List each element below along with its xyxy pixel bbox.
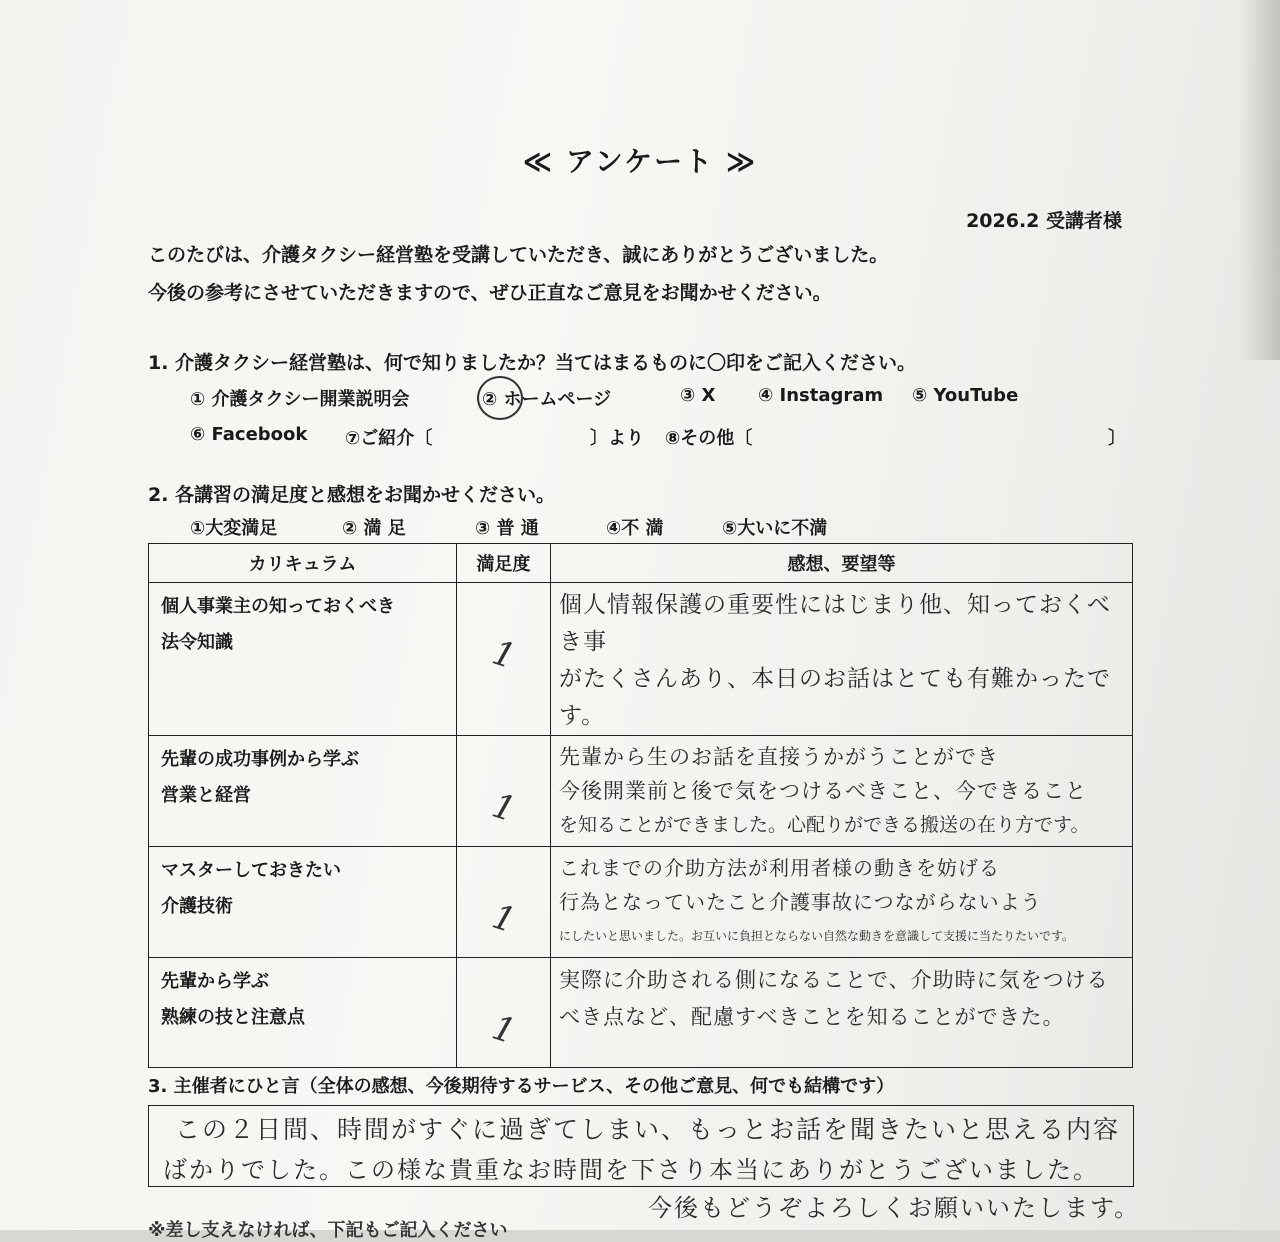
curriculum-line: 個人事業主の知っておくべき <box>161 596 395 617</box>
curriculum-cell <box>149 583 457 736</box>
table-row <box>149 736 1133 847</box>
option-6[interactable]: ⑥ Facebook <box>190 424 308 445</box>
option-1[interactable]: ① 介護タクシー開業説明会 <box>190 389 410 410</box>
footer-note: ※差し支えなければ、下記もご記入ください <box>148 1220 508 1241</box>
comment-line: 行為となっていたこと介護事故につながらないよう <box>559 890 1042 914</box>
comment-line: にしたいと思いました。お互いに負担とならない自然な動きを意識して支援に当たりたいです。 <box>559 929 1075 943</box>
option-3[interactable]: ③ X <box>680 385 716 406</box>
comment-line: を知ることができました。心配りができる搬送の在り方です。 <box>559 814 1090 836</box>
scale-3: ③ 普 通 <box>475 518 539 539</box>
header-comments: 感想、要望等 <box>551 544 1133 583</box>
option-8-close: 〕 <box>1108 428 1126 449</box>
curriculum-line: 先輩の成功事例から学ぶ <box>161 749 359 770</box>
curriculum-line: 先輩から学ぶ <box>161 971 269 992</box>
question-2: 2. 各講習の満足度と感想をお聞かせください。 <box>148 484 556 506</box>
comment-cell[interactable] <box>551 583 1133 736</box>
option-7[interactable]: ⑦ご紹介〔 <box>345 428 433 449</box>
rating-value: 1 <box>487 896 520 942</box>
curriculum-line: 熟練の技と注意点 <box>161 1007 305 1028</box>
option-4[interactable]: ④ Instagram <box>758 385 884 406</box>
option-5[interactable]: ⑤ YouTube <box>912 385 1019 406</box>
organizer-comment-line-1: この２日間、時間がすぐに過ぎてしまい、もっとお話を聞きたいと思える内容 <box>175 1115 1121 1144</box>
header-satisfaction: 満足度 <box>457 544 551 583</box>
intro-line-1: このたびは、介護タクシー経営塾を受講していただき、誠にありがとうございました。 <box>148 244 889 266</box>
scale-2: ② 満 足 <box>342 518 406 539</box>
organizer-comment-line-2: ばかりでした。この様な貴重なお時間を下さり本当にありがとうございました。 <box>163 1156 1099 1184</box>
organizer-comment-box[interactable] <box>148 1105 1134 1187</box>
rating-cell[interactable] <box>457 847 551 958</box>
table-row <box>149 958 1133 1068</box>
header-curriculum: カリキュラム <box>149 544 457 583</box>
table-row <box>149 847 1133 958</box>
curriculum-line: 介護技術 <box>161 896 233 917</box>
intro-line-2: 今後の参考にさせていただきますので、ぜひ正直なご意見をお聞かせください。 <box>148 282 832 304</box>
option-7-suffix: 〕より <box>590 428 644 449</box>
table-row <box>149 583 1133 736</box>
curriculum-cell <box>149 958 457 1068</box>
comment-cell[interactable] <box>551 736 1133 847</box>
rating-cell[interactable] <box>457 583 551 736</box>
curriculum-cell <box>149 847 457 958</box>
organizer-comment-line-3: 今後もどうぞよろしくお願いいたします。 <box>648 1194 1141 1222</box>
rating-cell[interactable] <box>457 958 551 1068</box>
comment-line: べき点など、配慮すべきことを知ることができた。 <box>559 1005 1065 1029</box>
date-label: 2026.2 受講者様 <box>966 210 1122 232</box>
survey-title: ≪ アンケート ≫ <box>522 145 758 178</box>
comment-cell[interactable] <box>551 958 1133 1068</box>
comment-line: 実際に介助される側になることで、介助時に気をつける <box>559 968 1109 992</box>
scale-1: ①大変満足 <box>190 518 278 539</box>
satisfaction-table <box>148 543 1133 1068</box>
comment-line: がたくさんあり、本日のお話はとても有難かったです。 <box>559 666 1111 729</box>
question-3: 3. 主催者にひと言（全体の感想、今後期待するサービス、その他ご意見、何でも結構です） <box>148 1076 895 1097</box>
comment-line: 先輩から生のお話を直接うかがうことができ <box>559 745 999 769</box>
comment-cell[interactable] <box>551 847 1133 958</box>
curriculum-cell <box>149 736 457 847</box>
curriculum-line: 法令知識 <box>161 632 233 653</box>
rating-value: 1 <box>487 632 520 678</box>
question-1: 1. 介護タクシー経営塾は、何で知りましたか？当てはまるものに〇印をご記入ください。 <box>148 352 917 374</box>
curriculum-line: 営業と経営 <box>161 785 251 806</box>
option-8[interactable]: ⑧その他〔 <box>665 428 753 449</box>
table-header-row <box>149 544 1133 583</box>
rating-value: 1 <box>487 785 520 831</box>
comment-line: これまでの介助方法が利用者様の動きを妨げる <box>559 856 1000 880</box>
paper-shadow <box>1238 0 1280 360</box>
scale-5: ⑤大いに不満 <box>722 518 828 539</box>
rating-cell[interactable] <box>457 736 551 847</box>
scale-4: ④不 満 <box>606 518 664 539</box>
curriculum-line: マスターしておきたい <box>161 860 341 881</box>
comment-line: 個人情報保護の重要性にはじまり他、知っておくべき事 <box>559 592 1111 655</box>
option-2[interactable]: ② ホームページ <box>482 389 612 410</box>
comment-line: 今後開業前と後で気をつけるべきこと、今できること <box>559 779 1087 803</box>
rating-value: 1 <box>487 1007 520 1053</box>
